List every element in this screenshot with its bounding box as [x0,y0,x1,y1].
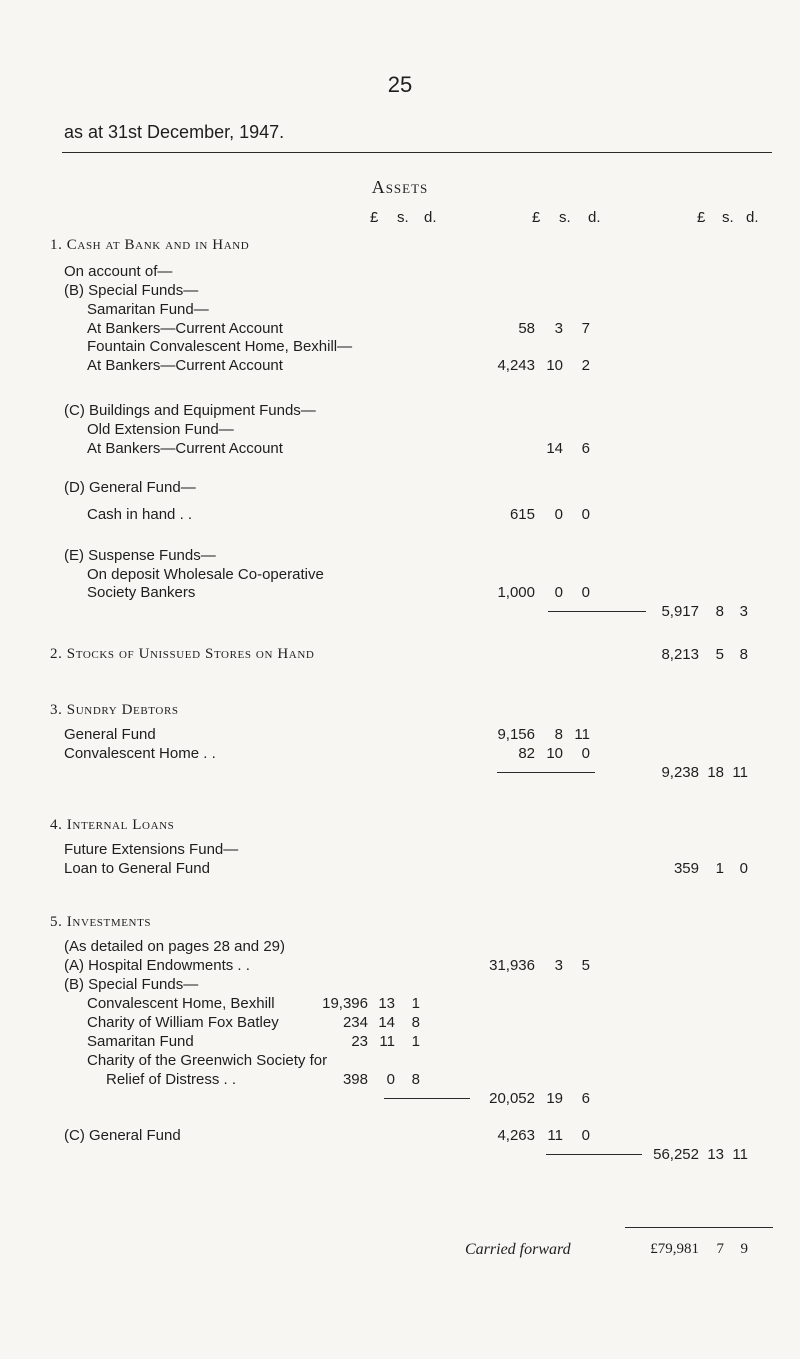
amount-cash-in-hand-pounds: 615 [509,506,535,523]
amount-suspense-deposit-shillings: 0 [554,584,563,601]
amount-hospital-endowments-pence: 5 [581,957,590,974]
amount-debtors-convalescent-shillings: 10 [546,745,563,762]
amount-greenwich-pounds: 398 [342,1071,368,1088]
rule-carried-forward [625,1227,773,1228]
dash-investments-total [546,1154,642,1155]
amount-samaritan-cash-pence: 7 [581,320,590,337]
cash-at-bankers-samaritan: At Bankers—Current Account [87,320,283,337]
cash-society-bankers: Society Bankers [87,584,196,601]
amount-convalescent-bexhill-pounds: 19,396 [322,995,368,1012]
col3-shilling-header: s. [722,209,734,226]
investments-convalescent-bexhill: Convalescent Home, Bexhill [87,995,275,1012]
amount-special-funds-total-shillings: 19 [546,1090,563,1107]
amount-debtors-general-shillings: 8 [554,726,563,743]
amount-carried-forward-pence: 9 [740,1241,748,1257]
cash-on-account: On account of— [64,263,173,280]
amount-fox-batley-pence: 8 [411,1014,420,1031]
cash-samaritan-fund: Samaritan Fund— [87,301,209,318]
amount-fountain-cash-shillings: 10 [546,357,563,374]
cash-fountain-home: Fountain Convalescent Home, Bexhill— [87,338,353,355]
amount-loans-total-pounds: 359 [673,860,699,877]
debtors-general-fund: General Fund [64,726,156,743]
cash-special-funds-label: (B) Special Funds— [64,282,199,299]
investments-greenwich-line1: Charity of the Greenwich Society for [87,1052,328,1069]
amount-stocks-total-pence: 8 [739,646,748,663]
col1-pence-header: d. [424,209,437,226]
col1-pound-header: £ [370,209,379,226]
col2-pence-header: d. [588,209,601,226]
investments-general-fund: (C) General Fund [64,1127,181,1144]
dash-cash-total [548,611,646,612]
cash-at-bankers-fountain: At Bankers—Current Account [87,357,283,374]
section-stocks-title: 2. Stocks of Unissued Stores on Hand [50,646,315,662]
cash-in-hand: Cash in hand . . [87,506,193,523]
col3-pound-header: £ [697,209,706,226]
amount-general-fund-investment-pence: 0 [581,1127,590,1144]
amount-old-extension-cash-pence: 6 [581,440,590,457]
amount-fox-batley-shillings: 14 [378,1014,395,1031]
amount-cash-in-hand-pence: 0 [581,506,590,523]
amount-hospital-endowments-pounds: 31,936 [489,957,535,974]
amount-samaritan-cash-pounds: 58 [518,320,535,337]
investments-greenwich-line2: Relief of Distress . . [106,1071,237,1088]
amount-suspense-deposit-pounds: 1,000 [497,584,535,601]
section-debtors-title: 3. Sundry Debtors [50,702,179,718]
section-cash-title: 1. Cash at Bank and in Hand [50,237,250,253]
amount-carried-forward-shillings: 7 [716,1241,724,1257]
section-loans-title: 4. Internal Loans [50,817,175,833]
amount-general-fund-investment-shillings: 11 [547,1127,563,1144]
amount-loans-total-shillings: 1 [715,860,724,877]
col3-pence-header: d. [746,209,759,226]
header-rule [62,152,772,153]
amount-cash-total-shillings: 8 [715,603,724,620]
amount-samaritan-investment-pence: 1 [411,1033,420,1050]
amount-stocks-total-pounds: 8,213 [661,646,699,663]
amount-fox-batley-pounds: 234 [342,1014,368,1031]
amount-investments-total-pence: 11 [732,1146,748,1163]
cash-general-fund-label: (D) General Fund— [64,479,196,496]
loans-future-extensions: Future Extensions Fund— [64,841,239,858]
cash-on-deposit: On deposit Wholesale Co-operative [87,566,324,583]
amount-carried-forward-pounds: £79,981 [650,1241,699,1257]
cash-buildings-funds-label: (C) Buildings and Equipment Funds— [64,402,316,419]
amount-stocks-total-shillings: 5 [715,646,724,663]
amount-loans-total-pence: 0 [739,860,748,877]
assets-heading: Assets [371,177,429,197]
amount-debtors-convalescent-pence: 0 [581,745,590,762]
amount-debtors-total-pounds: 9,238 [661,764,699,781]
amount-fountain-cash-pounds: 4,243 [497,357,535,374]
amount-convalescent-bexhill-shillings: 13 [378,995,395,1012]
investments-hospital-endowments: (A) Hospital Endowments . . [64,957,250,974]
carried-forward-label: Carried forward [465,1241,571,1258]
amount-samaritan-cash-shillings: 3 [554,320,563,337]
investments-detailed-note: (As detailed on pages 28 and 29) [64,938,285,955]
amount-old-extension-cash-shillings: 14 [546,440,563,457]
dash-debtors-total [497,772,595,773]
amount-fountain-cash-pence: 2 [581,357,590,374]
col2-pound-header: £ [532,209,541,226]
loans-loan-to-general: Loan to General Fund [64,860,210,877]
amount-investments-total-pounds: 56,252 [653,1146,699,1163]
amount-suspense-deposit-pence: 0 [581,584,590,601]
amount-greenwich-pence: 8 [411,1071,420,1088]
cash-old-extension: Old Extension Fund— [87,421,234,438]
investments-fox-batley: Charity of William Fox Batley [87,1014,279,1031]
page-number: 25 [387,72,413,97]
amount-cash-total-pence: 3 [739,603,748,620]
investments-samaritan-fund: Samaritan Fund [87,1033,194,1050]
amount-cash-in-hand-shillings: 0 [554,506,563,523]
amount-hospital-endowments-shillings: 3 [554,957,563,974]
amount-special-funds-total-pounds: 20,052 [489,1090,535,1107]
amount-general-fund-investment-pounds: 4,263 [497,1127,535,1144]
amount-debtors-general-pence: 11 [574,726,590,743]
dash-special-funds-total [384,1098,470,1099]
balance-sheet-date: as at 31st December, 1947. [64,122,285,142]
amount-convalescent-bexhill-pence: 1 [411,995,420,1012]
cash-at-bankers-old-extension: At Bankers—Current Account [87,440,283,457]
amount-special-funds-total-pence: 6 [581,1090,590,1107]
section-investments-title: 5. Investments [50,914,152,930]
amount-debtors-total-shillings: 18 [707,764,724,781]
amount-samaritan-investment-shillings: 11 [379,1033,395,1050]
col1-shilling-header: s. [397,209,409,226]
amount-debtors-convalescent-pounds: 82 [518,745,535,762]
amount-greenwich-shillings: 0 [386,1071,395,1088]
amount-debtors-general-pounds: 9,156 [497,726,535,743]
cash-suspense-funds-label: (E) Suspense Funds— [64,547,216,564]
col2-shilling-header: s. [559,209,571,226]
amount-cash-total-pounds: 5,917 [661,603,699,620]
amount-samaritan-investment-pounds: 23 [351,1033,368,1050]
investments-special-funds-label: (B) Special Funds— [64,976,199,993]
amount-debtors-total-pence: 11 [732,764,748,781]
debtors-convalescent-home: Convalescent Home . . [64,745,216,762]
amount-investments-total-shillings: 13 [707,1146,724,1163]
